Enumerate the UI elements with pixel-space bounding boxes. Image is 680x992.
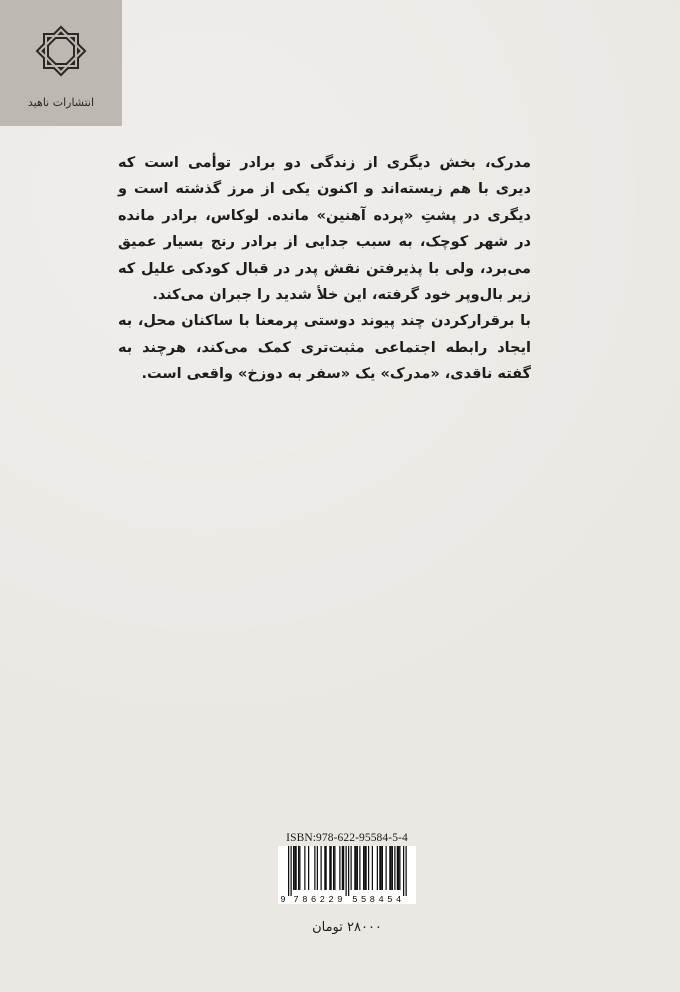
barcode-bar — [386, 846, 387, 890]
barcode-digit: 4 — [378, 895, 384, 904]
barcode-digit: 5 — [387, 895, 393, 904]
barcode-bar — [299, 846, 300, 890]
barcode-digit: 2 — [319, 895, 326, 904]
barcode-bar — [304, 846, 305, 890]
barcode-digit: 5 — [360, 895, 367, 904]
publisher-logo-block — [0, 0, 122, 126]
barcode-bar — [298, 846, 299, 890]
barcode-bar — [356, 846, 357, 890]
barcode-bar — [382, 846, 383, 890]
barcode-bar — [398, 846, 399, 890]
barcode-bar — [342, 846, 343, 890]
eight-point-star-icon — [30, 20, 92, 82]
barcode-bar — [329, 846, 330, 890]
barcode-bar — [343, 846, 344, 890]
barcode-bar — [357, 846, 358, 890]
barcode-bar — [351, 846, 352, 890]
barcode-bar — [397, 846, 398, 890]
barcode-bar — [394, 846, 395, 890]
barcode-digit: 7 — [293, 895, 299, 904]
barcode-bar — [392, 846, 393, 890]
barcode-bar — [399, 846, 400, 890]
barcode-bar — [359, 846, 360, 890]
barcode-bar — [366, 846, 367, 890]
barcode-digit: 8 — [302, 895, 308, 904]
barcode-bar — [291, 846, 292, 896]
barcode-bar — [363, 846, 364, 890]
barcode-bar — [288, 846, 289, 896]
barcode-digit: 6 — [310, 895, 317, 904]
barcode-bar — [372, 846, 373, 890]
barcode-digit: 9 — [337, 895, 343, 904]
barcode-bar — [296, 846, 297, 890]
barcode-bar — [403, 846, 404, 896]
isbn-label: ISBN:978-622-95584-5-4 — [286, 832, 408, 844]
barcode-bar — [321, 846, 322, 890]
barcode-bar — [391, 846, 392, 890]
barcode-bar — [339, 846, 340, 890]
barcode-bar — [333, 846, 334, 890]
barcode-bar — [326, 846, 327, 890]
barcode-bar — [331, 846, 332, 890]
publisher-name: انتشارات ناهید — [27, 96, 95, 109]
barcode-digit: 9 — [280, 895, 286, 904]
barcode-bar — [294, 846, 295, 890]
barcode-bar — [389, 846, 390, 890]
blurb-paragraph-2: با برقرارکردن چند پیوند دوستی پرمعنا با ساکنان محل، به ایجاد رابطه اجتماعی مثبت‌تری کمک می‌کند، هرچند به گفته ناقدی، «مدرک» یک «سفر به دوزخ» واقعی است. — [118, 313, 531, 383]
barcode-digit: 2 — [328, 895, 334, 904]
barcode-bar — [379, 846, 380, 890]
barcode-digit: 8 — [369, 895, 376, 904]
barcode-bar — [346, 846, 347, 896]
barcode — [278, 846, 416, 904]
barcode-bar — [324, 846, 325, 890]
barcode-bar — [406, 846, 407, 896]
barcode-bar — [308, 846, 309, 890]
barcode-digit: 4 — [395, 895, 402, 904]
barcode-bar — [293, 846, 294, 890]
barcode-bar — [314, 846, 315, 890]
price-label: ۲۸۰۰۰ تومان — [312, 920, 382, 935]
barcode-digit: 5 — [352, 895, 358, 904]
barcode-bar — [364, 846, 365, 890]
barcode-bar — [348, 846, 349, 896]
barcode-bar — [334, 846, 335, 890]
isbn-block — [278, 832, 416, 904]
barcode-bar — [377, 846, 378, 890]
blurb-paragraph-1: مدرک، بخش دیگری از زندگی دو برادر توأمی است که دیری با هم زیسته‌اند و اکنون یکی از مرز گذشته است و دیگری در پشتِ «پرده آهنین» مانده. لوکاس، برادر مانده در شهر کوچک، به سبب جدایی از برادر رنج بسیار عمیق می‌برد، ولی با پذیرفتن نقش پدر در قبال کودکی علیل که زیر بال‌وپر خود گرفته، این خلأ شدید را جبران می‌کند. — [118, 155, 531, 304]
blurb-text — [118, 150, 531, 388]
barcode-bar — [317, 846, 318, 890]
barcode-bar — [354, 846, 355, 890]
barcode-bar — [381, 846, 382, 890]
barcode-bar — [368, 846, 369, 890]
